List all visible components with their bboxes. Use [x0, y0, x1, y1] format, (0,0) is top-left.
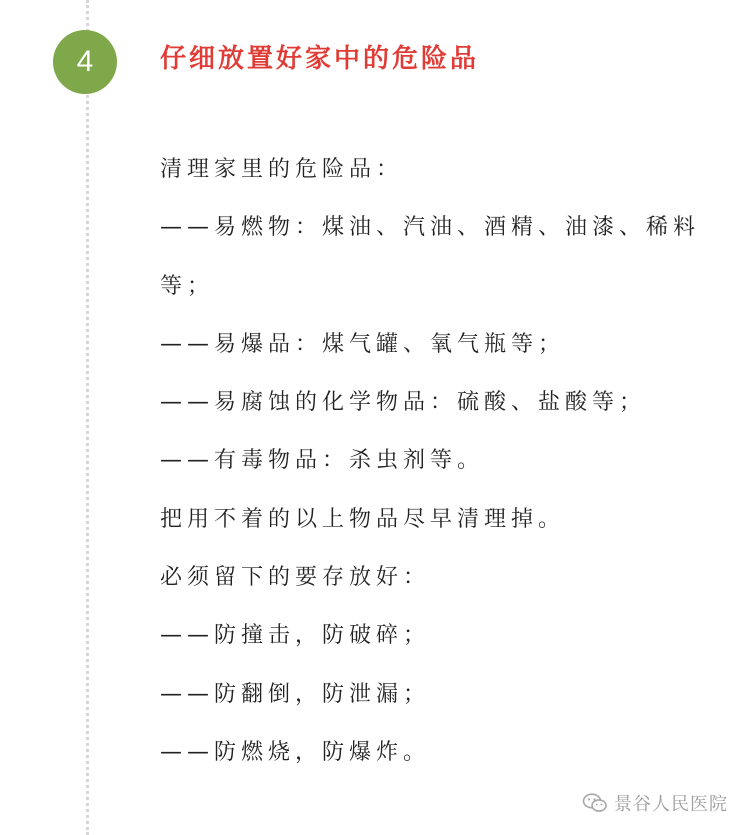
- body-line: 必须留下的要存放好：: [160, 565, 431, 591]
- step-number-badge: [53, 30, 117, 94]
- body-line: 清理家里的危险品：: [160, 157, 404, 182]
- timeline-dotted-line: [86, 0, 89, 835]
- watermark-text: 景谷人民医院: [614, 794, 728, 815]
- article-body: [160, 141, 710, 782]
- body-line: ——易爆品：煤气罐、氧气瓶等；: [160, 331, 566, 357]
- body-line: 把用不着的以上物品尽早清理掉。: [160, 506, 566, 532]
- step-number: 4: [76, 45, 94, 78]
- body-line: ——防燃烧，防爆炸。: [160, 739, 431, 765]
- body-line: ——易燃物：煤油、汽油、酒精、油漆、稀料等；: [160, 215, 701, 299]
- body-line: ——易腐蚀的化学物品：硫酸、盐酸等；: [160, 390, 647, 416]
- body-line: ——有毒物品：杀虫剂等。: [160, 448, 485, 474]
- section-title: 仔细放置好家中的危险品: [160, 44, 480, 74]
- body-line: ——防翻倒，防泄漏；: [160, 681, 431, 707]
- wechat-icon: [582, 793, 608, 813]
- account-watermark: [582, 790, 728, 816]
- body-line: ——防撞击，防破碎；: [160, 623, 431, 649]
